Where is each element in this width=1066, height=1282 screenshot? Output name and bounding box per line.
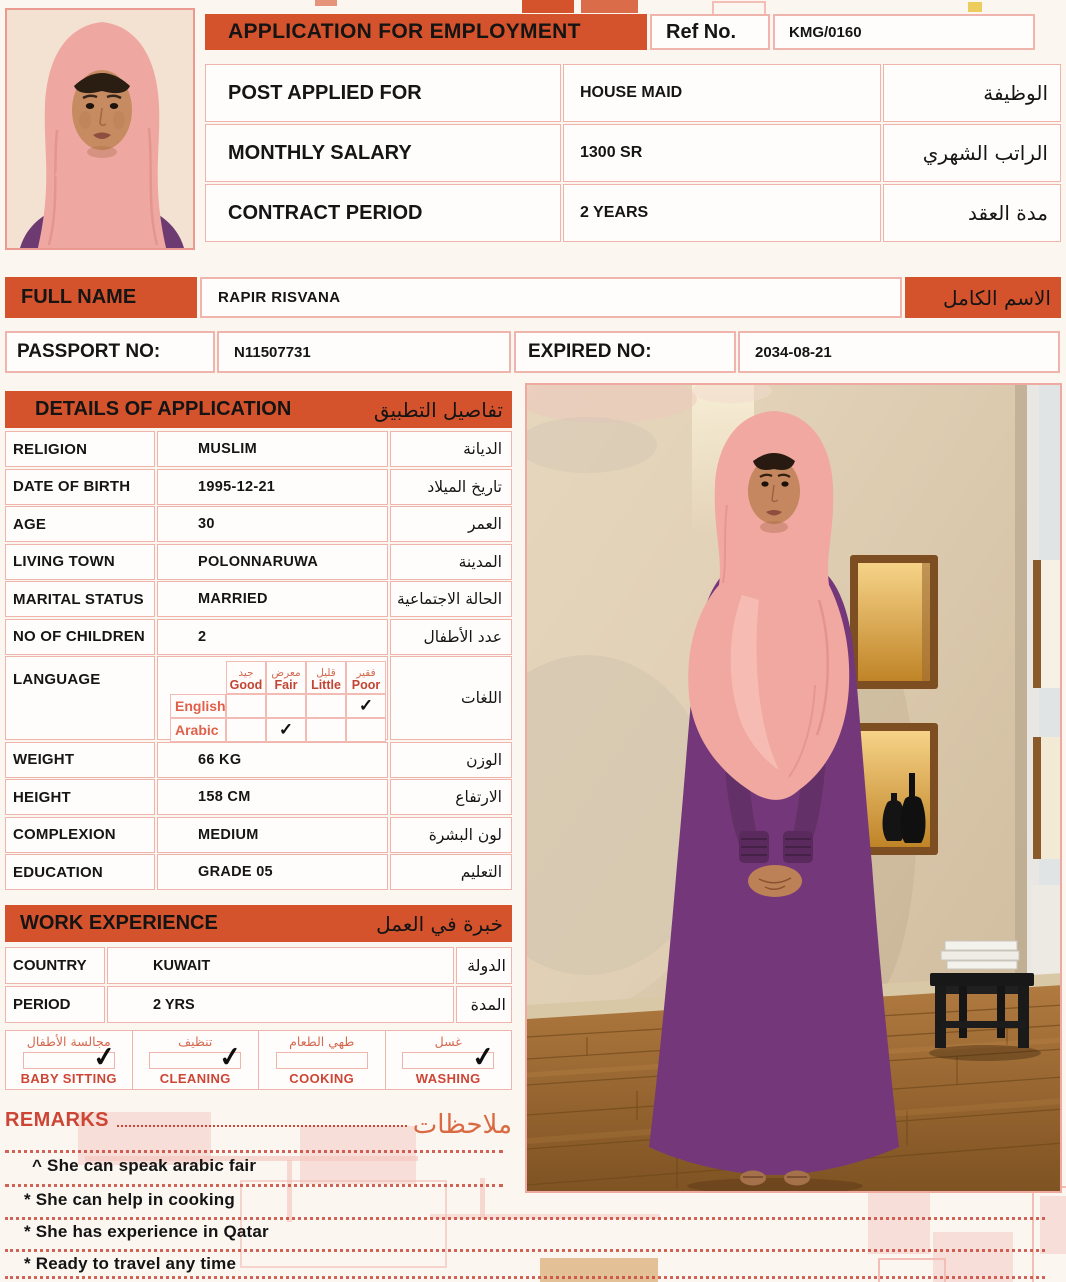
contract-period-arabic: مدة العقد xyxy=(883,184,1061,242)
arabic-little-cell xyxy=(306,718,346,742)
post-applied-arabic: الوظيفة xyxy=(883,64,1061,122)
level-fair-english: Fair xyxy=(274,677,298,692)
work-experience-header xyxy=(5,905,512,942)
level-poor-english: Poor xyxy=(351,677,381,692)
arabic-poor-cell xyxy=(346,718,386,742)
decor-rectangle xyxy=(240,1180,447,1268)
work-experience-title: WORK EXPERIENCE xyxy=(20,912,218,934)
level-good-arabic: جيد xyxy=(238,667,254,679)
skill-washing xyxy=(385,1031,512,1089)
decor-rectangle xyxy=(968,2,982,12)
children-arabic: عدد الأطفال xyxy=(390,619,512,655)
table-row xyxy=(5,742,512,778)
level-little-arabic: قليل xyxy=(316,667,336,679)
english-poor-cell: ✓ xyxy=(346,694,386,718)
period-arabic: المدة xyxy=(456,986,512,1023)
age-arabic: العمر xyxy=(390,506,512,542)
dotted-line xyxy=(5,1217,1045,1220)
living-town-arabic: المدينة xyxy=(390,544,512,580)
details-table xyxy=(5,431,512,892)
contract-period-value: 2 YEARS xyxy=(563,184,881,242)
living-town-label: LIVING TOWN xyxy=(5,544,155,580)
height-label: HEIGHT xyxy=(5,779,155,815)
dob-value: 1995-12-21 xyxy=(157,469,388,505)
form-title: APPLICATION FOR EMPLOYMENT xyxy=(205,14,647,50)
marital-status-value: MARRIED xyxy=(157,581,388,617)
period-value: 2 YRS xyxy=(107,986,454,1023)
table-row xyxy=(5,779,512,815)
weight-value: 66 KG xyxy=(157,742,388,778)
skill-english-label: CLEANING xyxy=(159,1070,231,1086)
level-little xyxy=(306,661,346,694)
level-little-english: Little xyxy=(311,677,341,692)
table-row xyxy=(5,431,512,467)
english-language-row xyxy=(170,694,388,718)
religion-arabic: الديانة xyxy=(390,431,512,467)
expired-no-value: 2034-08-21 xyxy=(738,331,1060,373)
remark-item: * She has experience in Qatar xyxy=(24,1222,269,1241)
age-value: 30 xyxy=(157,506,388,542)
passport-no-label: PASSPORT NO: xyxy=(5,331,215,373)
remark-item: * She can help in cooking xyxy=(24,1190,235,1209)
living-town-value: POLONNARUWA xyxy=(157,544,388,580)
arabic-fair-cell: ✓ xyxy=(266,718,306,742)
age-label: AGE xyxy=(5,506,155,542)
full-name-label: FULL NAME xyxy=(5,277,197,318)
arabic-good-cell xyxy=(226,718,266,742)
table-row xyxy=(5,986,512,1023)
skill-cleaning xyxy=(132,1031,259,1089)
skill-arabic-label: طهي الطعام xyxy=(289,1034,355,1049)
complexion-arabic: لون البشرة xyxy=(390,817,512,853)
monthly-salary-label: MONTHLY SALARY xyxy=(205,124,561,182)
work-experience-table xyxy=(5,947,512,1025)
english-little-cell xyxy=(306,694,346,718)
post-applied-label: POST APPLIED FOR xyxy=(205,64,561,122)
full-name-value: RAPIR RISVANA xyxy=(200,277,902,318)
table-row xyxy=(5,581,512,617)
decor-rectangle xyxy=(868,1192,930,1254)
level-poor xyxy=(346,661,386,694)
english-label: English xyxy=(170,694,226,718)
dotted-line xyxy=(5,1249,1045,1252)
remarks-arabic: ملاحظات xyxy=(412,1110,512,1140)
period-label: PERIOD xyxy=(5,986,105,1023)
level-fair-arabic: معرض xyxy=(271,667,301,679)
height-value: 158 CM xyxy=(157,779,388,815)
language-level-header xyxy=(170,661,388,694)
religion-value: MUSLIM xyxy=(157,431,388,467)
cooking-checkbox xyxy=(276,1052,368,1069)
language-row xyxy=(5,656,512,740)
level-good-english: Good xyxy=(229,677,263,692)
marital-status-label: MARITAL STATUS xyxy=(5,581,155,617)
dotted-line xyxy=(5,1184,503,1187)
table-row xyxy=(5,817,512,853)
children-value: 2 xyxy=(157,619,388,655)
level-fair xyxy=(266,661,306,694)
dob-label: DATE OF BIRTH xyxy=(5,469,155,505)
dob-arabic: تاريخ الميلاد xyxy=(390,469,512,505)
skill-arabic-label: غسل xyxy=(434,1034,462,1049)
work-experience-title-arabic: خبرة في العمل xyxy=(376,911,503,936)
skill-english-label: COOKING xyxy=(289,1070,355,1086)
monthly-salary-arabic: الراتب الشهري xyxy=(883,124,1061,182)
contract-period-label: CONTRACT PERIOD xyxy=(205,184,561,242)
table-row xyxy=(5,469,512,505)
skill-cooking xyxy=(258,1031,385,1089)
table-row xyxy=(5,544,512,580)
language-label: LANGUAGE xyxy=(5,656,155,740)
skills-checklist xyxy=(5,1030,512,1090)
weight-arabic: الوزن xyxy=(390,742,512,778)
full-name-arabic: الاسم الكامل xyxy=(905,277,1061,318)
language-arabic: اللغات xyxy=(390,656,512,740)
details-section-header xyxy=(5,391,512,428)
complexion-label: COMPLEXION xyxy=(5,817,155,853)
arabic-label: Arabic xyxy=(170,718,226,742)
applicant-portrait-photo xyxy=(5,8,195,250)
ref-no-label: Ref No. xyxy=(650,14,770,50)
check-icon: ✓ xyxy=(217,1040,244,1074)
english-fair-cell xyxy=(266,694,306,718)
remark-item: * Ready to travel any time xyxy=(24,1254,237,1273)
details-title-arabic: تفاصيل التطبيق xyxy=(373,397,503,422)
table-row xyxy=(5,854,512,890)
english-good-cell xyxy=(226,694,266,718)
table-row xyxy=(205,124,1061,182)
dotted-line xyxy=(5,1150,503,1153)
skill-arabic-label: مجالسة الأطفال xyxy=(26,1034,111,1049)
portrait-illustration xyxy=(7,10,195,250)
check-icon: ✓ xyxy=(470,1040,497,1074)
language-grid xyxy=(157,656,388,740)
marital-status-arabic: الحالة الاجتماعية xyxy=(390,581,512,617)
height-arabic: الارتفاع xyxy=(390,779,512,815)
applicant-full-photo xyxy=(525,383,1062,1193)
ref-no-value: KMG/0160 xyxy=(773,14,1035,50)
full-photo-illustration xyxy=(527,385,1062,1193)
remarks-dotted-leader xyxy=(117,1125,407,1127)
level-poor-arabic: فقير xyxy=(356,667,376,679)
table-row xyxy=(205,64,1061,122)
level-good xyxy=(226,661,266,694)
education-value: GRADE 05 xyxy=(157,854,388,890)
decor-rectangle xyxy=(522,0,574,13)
complexion-value: MEDIUM xyxy=(157,817,388,853)
dotted-line xyxy=(5,1276,1045,1279)
check-icon: ✓ xyxy=(91,1040,117,1074)
country-value: KUWAIT xyxy=(107,947,454,984)
skill-baby-sitting xyxy=(6,1031,132,1089)
skill-english-label: WASHING xyxy=(415,1070,481,1086)
skill-english-label: BABY SITTING xyxy=(20,1070,117,1086)
country-label: COUNTRY xyxy=(5,947,105,984)
remarks-label: REMARKS xyxy=(5,1109,109,1131)
passport-no-value: N11507731 xyxy=(217,331,511,373)
children-label: NO OF CHILDREN xyxy=(5,619,155,655)
decor-rectangle xyxy=(1032,1186,1066,1282)
arabic-language-row xyxy=(170,718,388,742)
education-label: EDUCATION xyxy=(5,854,155,890)
weight-label: WEIGHT xyxy=(5,742,155,778)
details-title: DETAILS OF APPLICATION xyxy=(35,398,292,420)
table-row xyxy=(5,619,512,655)
skill-arabic-label: تنظيف xyxy=(178,1034,213,1049)
language-table xyxy=(170,661,388,742)
wall-niche-upper xyxy=(850,555,938,689)
education-arabic: التعليم xyxy=(390,854,512,890)
table-row xyxy=(5,506,512,542)
language-corner-cell xyxy=(170,661,226,694)
expired-no-label: EXPIRED NO: xyxy=(514,331,736,373)
remark-item: ^ She can speak arabic fair xyxy=(32,1156,257,1175)
table-row xyxy=(5,947,512,984)
religion-label: RELIGION xyxy=(5,431,155,467)
decor-rectangle xyxy=(315,0,337,6)
table-row xyxy=(205,184,1061,242)
remarks-header xyxy=(5,1100,512,1138)
decor-rectangle xyxy=(581,0,638,13)
country-arabic: الدولة xyxy=(456,947,512,984)
post-applied-value: HOUSE MAID xyxy=(563,64,881,122)
job-info-table xyxy=(205,64,1061,244)
monthly-salary-value: 1300 SR xyxy=(563,124,881,182)
